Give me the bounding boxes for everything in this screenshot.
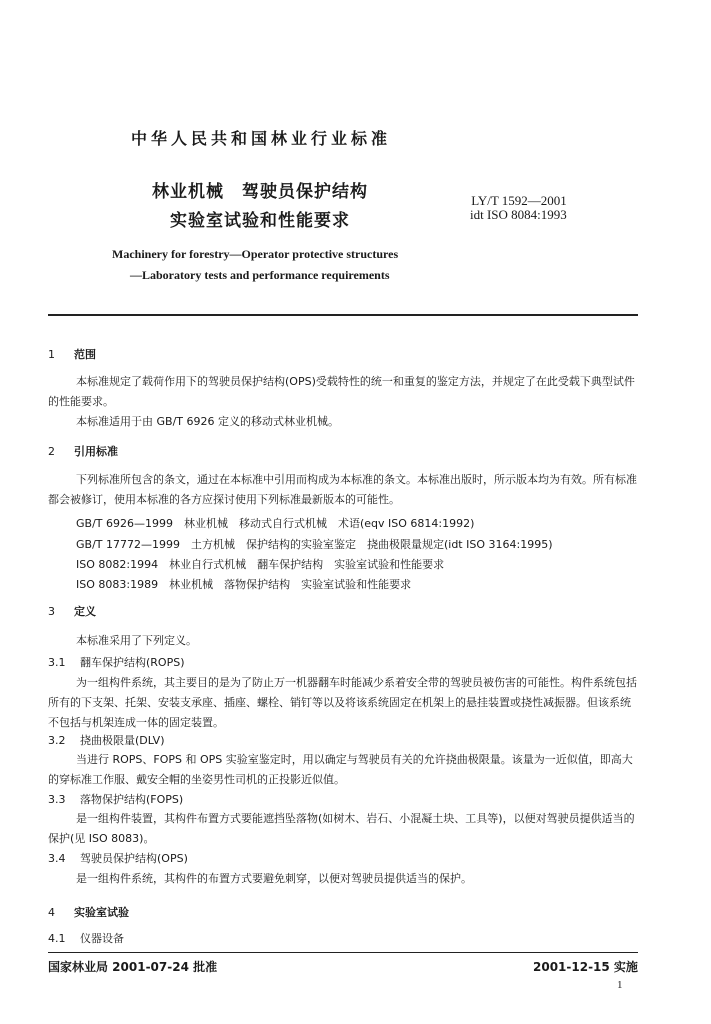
reference-item: ISO 8083:1989 林业机械 落物保护结构 实验室试验和性能要求 (76, 578, 412, 591)
definition-title: 翻车保护结构(ROPS) (80, 656, 185, 669)
definition-3-2-heading (48, 732, 165, 748)
subsection-number: 4.1 (48, 932, 66, 945)
definition-title: 落物保护结构(FOPS) (80, 793, 184, 806)
title-en-line2: —Laboratory tests and performance requirements (130, 268, 390, 282)
section-4-heading (48, 904, 129, 920)
title-cn-line2: 实验室试验和性能要求 (170, 211, 350, 231)
definition-number: 3.1 (48, 656, 66, 669)
section-title: 实验室试验 (74, 906, 129, 919)
definition-3-2-text: 当进行 ROPS、FOPS 和 OPS 实验室鉴定时，用以确定与驾驶员有关的允许挠曲极限量。该量为一近似值，即高大的穿标准工作服、戴安全帽的坐姿男性司机的正投影近似值。 (48, 753, 633, 786)
title-cn-line1: 林业机械 驾驶员保护结构 (152, 182, 368, 202)
definition-3-1-heading (48, 654, 185, 670)
definition-3-4-heading (48, 850, 188, 866)
definition-number: 3.3 (48, 793, 66, 806)
subsection-4-1-heading (48, 930, 124, 946)
section-title: 定义 (74, 605, 96, 618)
reference-item: GB/T 6926—1999 林业机械 移动式自行式机械 术语(eqv ISO 6814:1992) (76, 517, 475, 530)
definition-number: 3.2 (48, 734, 66, 747)
section-3-heading (48, 603, 96, 619)
definition-3-4-text: 是一组构件系统，其构件的布置方式要避免刺穿，以便对驾驶员提供适当的保护。 (76, 872, 472, 885)
definition-title: 驾驶员保护结构(OPS) (80, 852, 188, 865)
definition-title: 挠曲极限量(DLV) (80, 734, 165, 747)
section-2-heading (48, 443, 118, 459)
section-number: 4 (48, 906, 55, 919)
section-title: 引用标准 (74, 445, 118, 458)
footer-issuer: 国家林业局 2001-07-24 批准 (48, 960, 218, 974)
section-1-paragraph-2: 本标准适用于由 GB/T 6926 定义的移动式林业机械。 (76, 415, 339, 428)
section-number: 2 (48, 445, 55, 458)
page-number: 1 (617, 979, 623, 991)
footer-divider (48, 952, 638, 953)
reference-item: GB/T 17772—1999 土方机械 保护结构的实验室鉴定 挠曲极限量规定(idt ISO 3164:1995) (76, 538, 553, 551)
definition-number: 3.4 (48, 852, 66, 865)
section-number: 3 (48, 605, 55, 618)
section-title: 范围 (74, 348, 96, 361)
definition-3-1-text: 为一组构件系统，其主要目的是为了防止万一机器翻车时能减少系着安全带的驾驶员被伤害的可能性。构件系统包括所有的下支架、托架、安装支承座、插座、螺栓、销钉等以及将该系统固定在机架上的悬挂装置或挠性减振器。但该系统不包括与机架连成一体的固定装置。 (48, 676, 637, 729)
section-1-paragraph-1: 本标准规定了载荷作用下的驾驶员保护结构(OPS)受载特性的统一和重复的鉴定方法，并规定了在此受载下典型试件的性能要求。 (48, 375, 635, 408)
standard-code: LY/T 1592—2001 (471, 193, 567, 208)
standard-idt: idt ISO 8084:1993 (470, 207, 567, 222)
header-divider (48, 314, 638, 316)
subsection-title: 仪器设备 (80, 932, 124, 945)
section-number: 1 (48, 348, 55, 361)
title-en-line1: Machinery for forestry—Operator protective structures (112, 247, 399, 261)
footer-effective-date: 2001-12-15 实施 (533, 960, 638, 974)
definition-3-3-heading (48, 791, 183, 807)
definition-3-3-text: 是一组构件装置，其构件布置方式要能遮挡坠落物(如树木、岩石、小混凝土块、工具等)，以便对驾驶员提供适当的保护(见 ISO 8083)。 (48, 812, 635, 845)
reference-item: ISO 8082:1994 林业自行式机械 翻车保护结构 实验室试验和性能要求 (76, 558, 445, 571)
section-3-intro: 本标准采用了下列定义。 (76, 634, 197, 647)
standard-category: 中华人民共和国林业行业标准 (131, 129, 392, 148)
section-2-paragraph: 下列标准所包含的条文，通过在本标准中引用而构成为本标准的条文。本标准出版时，所示版本均为有效。所有标准都会被修订，使用本标准的各方应探讨使用下列标准最新版本的可能性。 (48, 473, 637, 506)
section-1-heading (48, 346, 96, 362)
standard-code-block (470, 194, 567, 222)
